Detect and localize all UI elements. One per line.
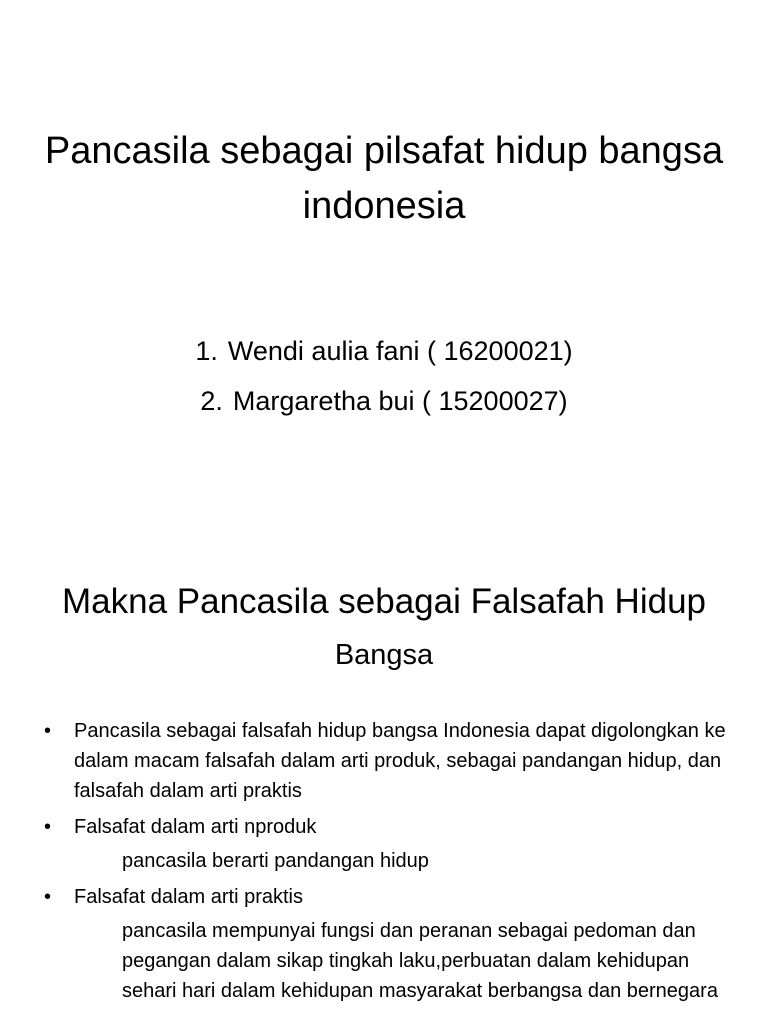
member-item [0, 376, 768, 426]
bullet-subtext: pancasila mempunyai fungsi dan peranan sebagai pedoman dan pegangan dalam sikap tingkah laku,perbuatan dalam kehidupan sehari hari dalam kehidupan masyarakat berbangsa dan bernegara [122, 920, 718, 1002]
bullet-text: Falsafat dalam arti praktis [74, 886, 303, 908]
bullet-text: Pancasila sebagai falsafah hidup bangsa Indonesia dapat digolongkan ke dalam macam falsafah dalam arti produk, sebagai pandangan hidup, dan falsafah dalam arti praktis [74, 720, 726, 802]
member-number: 2. [200, 386, 223, 416]
slide-2-title-small: Bangsa [334, 639, 434, 671]
member-number: 1. [195, 336, 218, 366]
member-item [0, 326, 768, 376]
bullet-subtext: pancasila berarti pandangan hidup [122, 850, 429, 872]
slide-1-title: Pancasila sebagai pilsafat hidup bangsa indonesia [44, 130, 724, 227]
member-name: Wendi aulia fani ( 16200021) [227, 336, 573, 366]
slide-2-title-main: Makna Pancasila sebagai Falsafah Hidup [62, 582, 706, 621]
bullet-text: Falsafat dalam arti nproduk [74, 816, 317, 838]
member-list [0, 326, 768, 426]
bullet-item [44, 812, 734, 876]
bullet-item [44, 882, 734, 1006]
bullet-icon: • [44, 816, 52, 838]
slide-2-title [40, 576, 728, 681]
bullet-item [44, 716, 734, 806]
bullet-icon: • [44, 720, 52, 742]
bullet-list [44, 716, 734, 1012]
bullet-icon: • [44, 886, 52, 908]
member-name: Margaretha bui ( 15200027) [232, 386, 568, 416]
slide-content [0, 576, 768, 1024]
